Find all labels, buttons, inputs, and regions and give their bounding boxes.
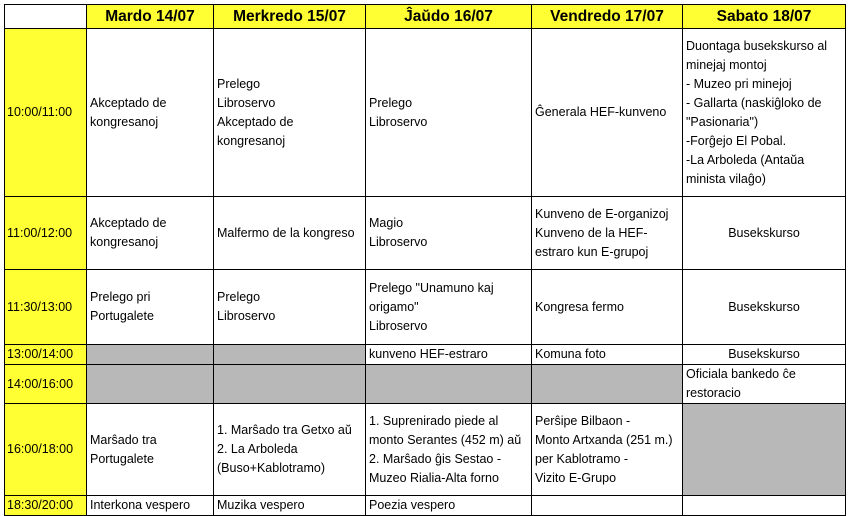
schedule-cell: Akceptado de kongresanoj <box>87 29 214 197</box>
day-header: Sabato 18/07 <box>683 5 846 29</box>
schedule-cell: Magio Libroservo <box>366 197 532 270</box>
schedule-row <box>5 365 846 404</box>
schedule-cell: 1. Marŝado tra Getxo aŭ 2. La Arboleda (Buso+Kablotramo) <box>214 404 366 496</box>
empty-cell <box>214 345 366 365</box>
schedule-row <box>5 345 846 365</box>
time-slot: 16:00/18:00 <box>5 404 87 496</box>
day-header: Ĵaŭdo 16/07 <box>366 5 532 29</box>
schedule-cell: Muzika vespero <box>214 496 366 516</box>
schedule-cell: 1. Suprenirado piede al monto Serantes (452 m) aŭ 2. Marŝado ĝis Sestao - Muzeo Rialia-Alta forno <box>366 404 532 496</box>
schedule-row <box>5 404 846 496</box>
schedule-cell: Kongresa fermo <box>532 270 683 345</box>
schedule-cell: Prelego pri Portugalete <box>87 270 214 345</box>
schedule-cell: Busekskurso <box>683 197 846 270</box>
schedule-cell: Oficiala bankedo ĉe restoracio <box>683 365 846 404</box>
time-slot: 13:00/14:00 <box>5 345 87 365</box>
schedule-cell: Ĝenerala HEF-kunveno <box>532 29 683 197</box>
schedule-cell: Prelego "Unamuno kaj origamo" Libroservo <box>366 270 532 345</box>
schedule-row <box>5 29 846 197</box>
header-row <box>5 5 846 29</box>
schedule-cell: Kunveno de E-organizoj Kunveno de la HEF- estraro kun E-grupoj <box>532 197 683 270</box>
empty-cell <box>532 496 683 516</box>
schedule-row <box>5 197 846 270</box>
schedule-row <box>5 270 846 345</box>
empty-cell <box>214 365 366 404</box>
schedule-cell: Busekskurso <box>683 270 846 345</box>
schedule-cell: Busekskurso <box>683 345 846 365</box>
time-slot: 18:30/20:00 <box>5 496 87 516</box>
schedule-cell: Interkona vespero <box>87 496 214 516</box>
day-header: Vendredo 17/07 <box>532 5 683 29</box>
schedule-cell: Poezia vespero <box>366 496 532 516</box>
schedule-cell: Komuna foto <box>532 345 683 365</box>
empty-cell <box>532 365 683 404</box>
schedule-cell: Prelego Libroservo <box>366 29 532 197</box>
day-header: Mardo 14/07 <box>87 5 214 29</box>
time-slot: 11:00/12:00 <box>5 197 87 270</box>
empty-cell <box>683 404 846 496</box>
schedule-row <box>5 496 846 516</box>
schedule-cell: kunveno HEF-estraro <box>366 345 532 365</box>
day-header: Merkredo 15/07 <box>214 5 366 29</box>
empty-cell <box>87 345 214 365</box>
time-slot: 10:00/11:00 <box>5 29 87 197</box>
schedule-cell: Prelego Libroservo Akceptado de kongresanoj <box>214 29 366 197</box>
schedule-table <box>4 4 846 516</box>
time-slot: 11:30/13:00 <box>5 270 87 345</box>
schedule-cell: Duontaga busekskurso al minejaj montoj - Muzeo pri minejoj - Gallarta (naskiĝloko de "Pasionaria") -Forĝejo El Pobal. -La Arboleda (Antaŭa minista vilaĝo) <box>683 29 846 197</box>
schedule-cell: Marŝado tra Portugalete <box>87 404 214 496</box>
schedule-cell: Prelego Libroservo <box>214 270 366 345</box>
empty-cell <box>87 365 214 404</box>
corner-cell <box>5 5 87 29</box>
schedule-cell: Akceptado de kongresanoj <box>87 197 214 270</box>
schedule-cell: Malfermo de la kongreso <box>214 197 366 270</box>
time-slot: 14:00/16:00 <box>5 365 87 404</box>
empty-cell <box>366 365 532 404</box>
schedule-cell: Perŝipe Bilbaon - Monto Artxanda (251 m.) per Kablotramo - Vizito E-Grupo <box>532 404 683 496</box>
empty-cell <box>683 496 846 516</box>
